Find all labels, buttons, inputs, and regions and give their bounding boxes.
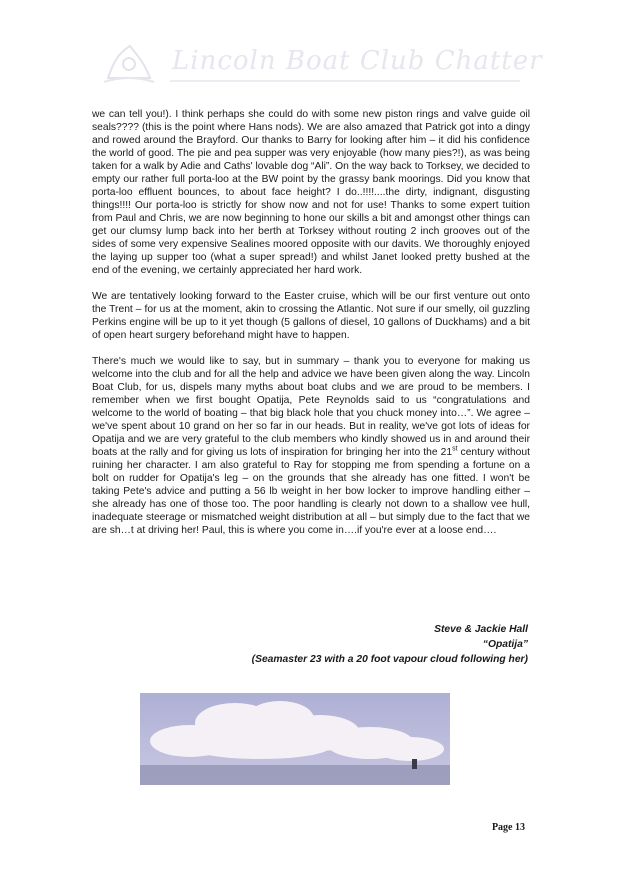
boat-caption: (Seamaster 23 with a 20 foot vapour cloud following her) [251, 654, 528, 665]
paragraph-3: There's much we would like to say, but in summary – thank you to everyone for making us welcome into the club and for all the help and advice we have been given along the way. Lincoln Boat Club, for us, dispels many myths about boat clubs and we are proud to be members. I remember when we first bought Opatija, Pete Reynolds said to us “congratulations and welcome to the world of boating – that big black hole that you chuck money into…”. We agree – we've spent about 10 grand on her so far in our heads. But in reality, we've got lots of ideas for Opatija and we are very grateful to the club members who kindly showed us in and around their boats at the rally and for giving us lots of inspiration for bringing her into the 21st century without ruining her character. I am also grateful to Ray for stopping me from spending a fortune on a bolt on rudder for Opatija's leg – on the grounds that she already has one fitted. I won't be taking Pete's advice and putting a 56 lb weight in her bow locker to improve handling either – she already has one of those too. The poor handling is clearly not down to a shallow vee hull, inadequate steerage or mismatched weight distribution at all – but simply due to the fact that we are sh…t at driving her! Paul, this is where you come in….if you're ever at a loose end…. [92, 356, 530, 536]
cloud-photo [140, 693, 450, 785]
paragraph-1: we can tell you!). I think perhaps she could do with some new piston rings and valve guide oil seals???? (this is the point where Hans nods). We are also amazed that Patrick got into a dingy and rowed around the Brayford. Our thanks to Barry for looking after him – it did his confidence the world of good. The pie and pea supper was very enjoyable (how many pies?!), as was being taken for a walk by Adie and Caths' lovable dog “Ali”. On the way back to Torksey, we decided to empty our rather full porta-loo at the BW point by the grassy bank moorings. Did you know that porta-loo effluent bounces, to about face height? I do..!!!!....the dirty, indignant, disgusting things!!!! Our porta-loo is strictly for show now and not for use! Thanks to some expert tuition from Paul and Chris, we are now beginning to hone our skills a bit and amongst other things can get our clumsy lump back into her berth at Torksey without routing 2 inch grooves out of the sides of some very expensive Sealines moored opposite with our davits. We thoroughly enjoyed the laying up supper too (what a super spread!) and whilst Janet looked pretty bushed at the end of the evening, we certainly appreciated her hard work. [92, 109, 530, 276]
club-crest-icon [100, 40, 158, 86]
boat-silhouette [412, 759, 417, 769]
article-body [92, 108, 530, 550]
signature-block [252, 622, 528, 667]
author-names: Steve & Jackie Hall [434, 624, 528, 635]
header-rule [170, 80, 520, 82]
header-title: Lincoln Boat Club Chatter [172, 46, 543, 76]
header-banner [100, 40, 543, 88]
boat-name: “Opatija” [482, 639, 528, 650]
page-number: Page 13 [491, 822, 525, 833]
paragraph-2: We are tentatively looking forward to the Easter cruise, which will be our first venture out onto the Trent – for us at the moment, akin to crossing the Atlantic. Not sure if our smelly, oil guzzling Perkins engine will be up to it yet though (5 gallons of diesel, 10 gallons of Duckhams) and a bit of open heart surgery beforehand might have to happen. [92, 291, 530, 341]
